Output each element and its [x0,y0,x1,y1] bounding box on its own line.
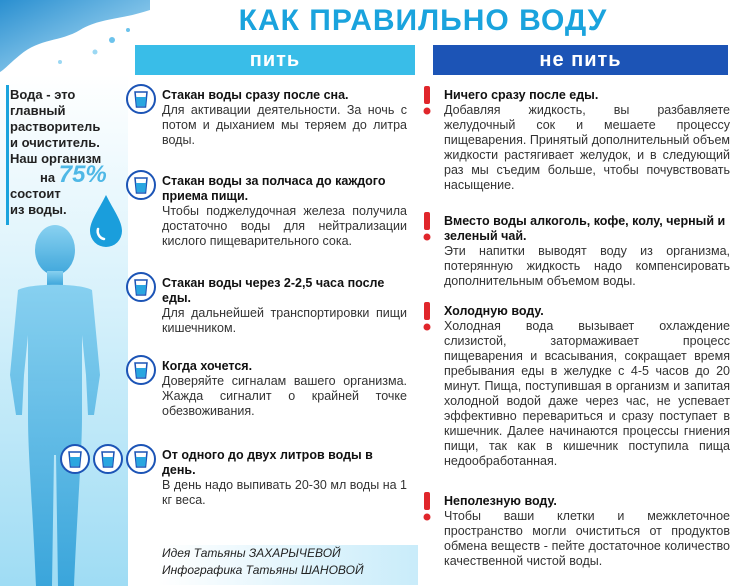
drink-item: Стакан воды через 2-2,5 часа после еды. Для дальнейшей транспортировки пищи кишечником. [162,276,407,335]
credit-idea: Идея Татьяны ЗАХАРЫЧЕВОЙ [162,546,341,560]
warning-icon [414,84,440,116]
glass-icon [126,272,156,302]
credit-infographic: Инфографика Татьяны ШАНОВОЙ [162,563,364,577]
water-drop-icon [88,193,124,247]
glass-icon [60,444,90,474]
left-sidebar [0,75,128,586]
header-drink: пить [135,45,415,75]
water-percent: 75% [58,161,107,188]
drink-item: Когда хочется. Доверяйте сигналам вашего организма. Жажда сигналит о крайней точке обезвоживания. [162,359,407,418]
glass-icon [126,84,156,114]
header-not-drink: не пить [433,45,728,75]
drink-item: Стакан воды сразу после сна. Для активации деятельности. За ночь с потом и дыханием мы теряем до литра воды. [162,88,407,147]
warning-icon [414,210,440,242]
page-title: КАК ПРАВИЛЬНО ВОДУ [238,4,608,37]
glass-icon [126,355,156,385]
not-drink-item: Холодную воду. Холодная вода вызывает охлаждение слизистой, затормаживает процесс пищеварения и всасывания, сокращает время пребывания еды в желудке с 4-5 часов до 20 минут. Пища, поступившая в организм и запитая холодной водой даже через час, не успевает эффективно перевариться и сразу поступает в кишечник. Далее начинаются процессы гниения пищи, так как в кишечник поступила пища недообработанная. [444,304,730,468]
water-fact: Вода - это главный растворитель и очиститель. Наш организм на 75% состоит из воды. [10,87,107,217]
glass-icon [126,444,156,474]
glass-icon [93,444,123,474]
credits [158,545,418,585]
not-drink-item: Ничего сразу после еды. Добавляя жидкость, вы разбавляете желудочный сок и мешаете процессу пищеварения. Принятый дополнительный объем жидкости растягивает желудок, и в следующий раз мы съедим больше, чтобы почувствовать насыщение. [444,88,730,192]
not-drink-item: Неполезную воду. Чтобы ваши клетки и межклеточное пространство могли очиститься от продуктов обмена веществ - пейте достаточное количество качественной чистой воды. [444,494,730,568]
drink-item: От одного до двух литров воды в день. В день надо выпивать 20-30 мл воды на 1 кг веса. [162,448,407,507]
side-accent-bar [6,85,9,225]
warning-icon [414,300,440,332]
drink-item: Стакан воды за полчаса до каждого приема пищи. Чтобы поджелудочная железа получила достаточно воды для нейтрализации кислого пищеварительного сока. [162,174,407,248]
warning-icon [414,490,440,522]
glass-icon [126,170,156,200]
not-drink-item: Вместо воды алкоголь, кофе, колу, черный и зеленый чай. Эти напитки выводят воду из организма, потерянную жидкость надо компенсировать дополнительным объемом воды. [444,214,730,288]
